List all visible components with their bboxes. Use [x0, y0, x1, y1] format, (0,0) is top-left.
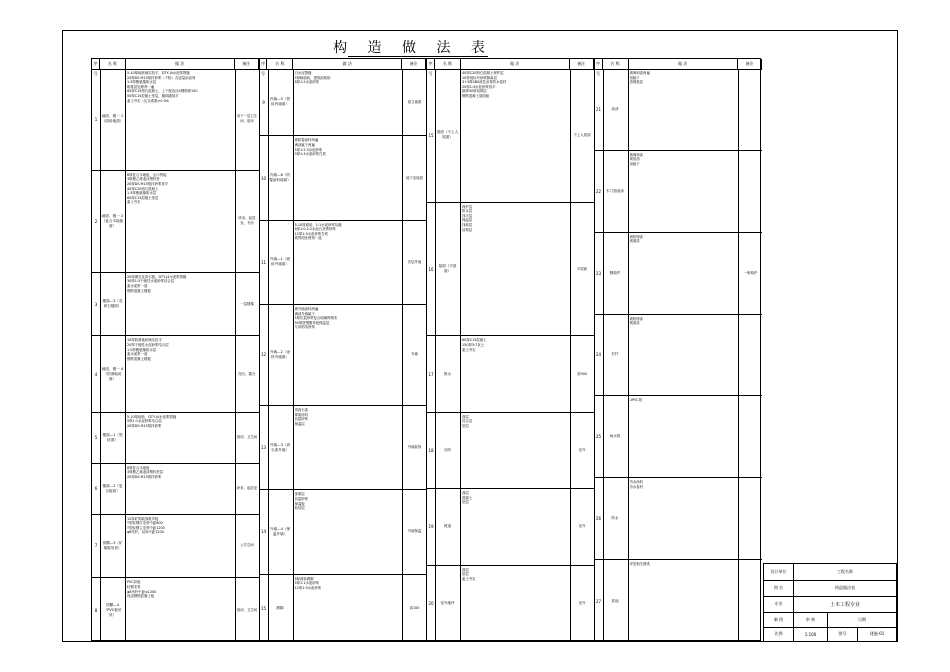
table-column [427, 59, 595, 640]
table-row [92, 413, 259, 464]
header-name: 名 称 [603, 59, 629, 69]
practice-line: 150厚3:7灰土 [462, 342, 485, 347]
table-row [92, 273, 259, 337]
header-no: 序号 [427, 59, 435, 69]
practice-line: 20厚DS M15预拌砂浆找平 [127, 182, 169, 187]
practice-line: 找坡层 [462, 223, 473, 228]
practice-line: φ8吊杆中距≤1200 [127, 589, 157, 594]
practice-line: 3+3厚SBS改性沥青防水卷材 [462, 80, 507, 85]
row-note: 外墙装饰 [402, 406, 426, 489]
construction-table [91, 58, 761, 641]
practice-line: 最薄30厚找坡层 [462, 89, 487, 94]
row-practice [127, 517, 235, 576]
header-no: 序号 [92, 59, 100, 69]
table-column [92, 59, 260, 640]
row-name: 地面、楼一 4（防滑地砖面） [100, 336, 126, 411]
row-name: 散水 [435, 336, 461, 411]
practice-line: 20厚1:3水泥砂浆找平 [462, 84, 496, 89]
practice-line: 20厚DS M15预拌砂浆 [127, 474, 162, 479]
row-note: 高100 [402, 575, 426, 642]
table-row [595, 396, 763, 478]
row-practice [462, 415, 570, 486]
practice-line: 刷面漆 [629, 239, 640, 244]
practice-line: 垫层 [462, 423, 469, 428]
row-note: 阳台、露台 [235, 336, 259, 411]
row-practice [295, 71, 403, 133]
table-row [92, 578, 259, 642]
practice-line: UPVC管 [629, 398, 643, 403]
table-row [260, 490, 427, 574]
header-note: 备注 [235, 59, 259, 69]
practice-line: 3厚聚乙烯泡沫塑料垫 [127, 177, 160, 182]
practice-line: 白水泥擦缝 [294, 71, 312, 75]
practice-line: 刷防锈漆 [629, 316, 644, 321]
row-note: 卧室、起居室 [235, 464, 259, 514]
row-number: 9 [260, 69, 269, 135]
table-row [427, 69, 594, 203]
row-practice [295, 223, 403, 302]
table-row [92, 464, 259, 515]
table-row [260, 406, 427, 490]
tb-label-drawn: 制 图 [764, 612, 794, 627]
table-row [595, 478, 763, 560]
practice-line: 60厚C15混凝土垫层 [127, 195, 159, 200]
row-name: 外墙—3（真石漆外墙） [268, 406, 294, 489]
practice-line: 垫层 [462, 572, 469, 577]
row-number: 17 [427, 336, 436, 411]
practice-line: 喷真石漆 [294, 408, 309, 413]
practice-line: 钢筋混凝土楼板 [127, 356, 151, 361]
practice-line: 5厚抗裂砂浆复合耐碱网格布 [294, 316, 338, 321]
row-name: 顶棚—4（PVC板吊顶） [100, 578, 126, 642]
row-number: 15 [427, 69, 436, 202]
row-practice [630, 398, 739, 475]
row-name: 地面、楼一 2（复合木地板面） [100, 171, 126, 272]
row-practice [127, 71, 235, 168]
table-row [427, 566, 594, 642]
practice-line: 刷外墙涂料两遍 [294, 306, 319, 311]
practice-line: 素土夯实 [462, 347, 476, 352]
drawing-sheet [62, 30, 898, 642]
row-number: 4 [92, 336, 101, 411]
tb-label-company: 设计单位 [764, 564, 794, 580]
row-practice [295, 307, 403, 403]
header-practice: 做 法 [126, 59, 235, 69]
row-name: 地面、楼一 1（面砖地面） [100, 69, 126, 170]
practice-line: 结构层 [462, 227, 473, 232]
practice-line: 抗裂砂浆 [294, 496, 309, 501]
row-name: 外墙—1（面砖外墙面） [268, 221, 294, 304]
practice-line: 轻钢龙骨 [127, 584, 141, 589]
row-number: 6 [92, 464, 101, 514]
page-title: 构 造 做 法 表 [333, 40, 493, 56]
practice-line: 保温层 [294, 421, 305, 426]
table-row [92, 69, 259, 171]
practice-line: 面层 [462, 414, 469, 419]
practice-line: 5-10厚地砖，DTY-J4水泥浆擦缝 [127, 414, 177, 419]
practice-line: 刷基层处理剂一遍 [127, 84, 155, 89]
practice-line: 50厚挤塑聚苯板保温层 [294, 320, 330, 325]
practice-line: 保温板 [294, 501, 305, 506]
row-note: 用于一层卫生间、厨房 [235, 69, 259, 170]
practice-line: 保温层 [462, 218, 473, 223]
row-note: 宽900 [570, 336, 594, 411]
row-note: 外墙保温 [402, 490, 426, 573]
row-note: 不上人屋面 [570, 69, 594, 202]
row-practice [127, 338, 235, 409]
practice-line: 刮腻子 [629, 162, 640, 167]
practice-line: 满刮腻子两遍 [294, 143, 315, 147]
practice-line: 8厚面砖踢脚 [294, 576, 314, 581]
row-name: 油漆 [603, 69, 629, 150]
table-row [92, 171, 259, 273]
row-note: 一般构件 [738, 233, 762, 314]
practice-line: 混凝土 [462, 495, 473, 500]
practice-line: 钢筋混凝土屋面板 [462, 93, 490, 98]
practice-line: 1.5厚聚氨酯防水层 [127, 80, 157, 85]
practice-line: 素土夯实（压实系数>0.94） [127, 98, 172, 103]
practice-line: 防水卷材 [629, 484, 644, 489]
row-practice [462, 71, 570, 200]
practice-line: 20厚DS M15预拌砂浆（干粉）含适量添加剂 [127, 75, 196, 80]
table-row [92, 336, 259, 412]
practice-line: 刷底油 [629, 157, 640, 162]
practice-line: 40厚C20细石混凝土 [127, 186, 159, 191]
row-practice [630, 235, 739, 312]
row-number: 14 [260, 490, 269, 573]
row-practice [630, 153, 739, 230]
row-note: 厨卫墙面 [402, 69, 426, 135]
table-row [260, 575, 427, 642]
header-note: 备注 [738, 59, 762, 69]
practice-line: 素水泥浆一道 [127, 352, 148, 357]
practice-line: 40厚C20细石混凝土保护层 [462, 71, 504, 75]
tb-row-drawing [764, 580, 897, 597]
practice-line: 30厚1:3干硬性水泥砂浆结合层 [127, 279, 175, 284]
row-name: 屋面（平屋面） [435, 203, 461, 336]
row-practice [127, 580, 235, 640]
practice-line: 防水层 [462, 209, 473, 214]
row-number: 3 [92, 273, 101, 336]
practice-line: 1.5厚聚氨酯防水层 [127, 347, 157, 352]
practice-line: 刷界面处理剂一道 [294, 236, 322, 241]
row-practice [630, 71, 739, 148]
row-name: 楼面—2（复合板面） [100, 464, 126, 514]
practice-line: 5厚1:1水泥砂浆 [294, 581, 320, 586]
table-row [595, 69, 763, 151]
practice-line: 专用粘结砂浆 [294, 325, 315, 330]
row-name: 踢脚 [268, 575, 294, 642]
tb-label-date: 日期 [828, 612, 897, 627]
row-note: 平屋面 [570, 203, 594, 336]
row-note: 首层外墙 [402, 221, 426, 304]
practice-line: φ8吊杆，双向中距1200 [127, 530, 164, 535]
row-note [738, 560, 762, 642]
practice-line: 保护层 [462, 204, 473, 209]
row-name: 雨水管 [603, 396, 629, 477]
title-underline [348, 56, 488, 57]
row-number: 10 [260, 136, 269, 219]
practice-line: 5厚1:2.5水泥砂浆 [294, 147, 323, 152]
table-column [260, 59, 428, 640]
row-number: 22 [595, 151, 604, 232]
tb-row-scale [764, 627, 897, 641]
practice-line: 素土夯实 [127, 200, 141, 205]
row-name: 内墙—6（防霉涂料墙面） [268, 136, 294, 219]
practice-line: 现浇钢筋混凝土板 [127, 594, 155, 599]
row-number: 15 [260, 575, 269, 642]
row-name: 屋面（不上人屋面） [435, 69, 461, 202]
tb-label-drawing: 图 名 [764, 580, 794, 596]
practice-line: 6厚1:0.2:2水泥石灰膏砂浆 [294, 227, 336, 232]
table-row [260, 69, 427, 136]
practice-line: 12厚1:3水泥砂浆打底 [294, 231, 329, 236]
practice-line: T型轻钢次龙骨中距600 [127, 521, 163, 526]
row-practice [127, 466, 235, 512]
practice-line: 8厚复合木地板 [127, 465, 150, 470]
row-practice [630, 317, 739, 394]
row-number: 2 [92, 171, 101, 272]
table-row [595, 151, 763, 233]
row-number: 27 [595, 560, 604, 642]
row-number: 21 [595, 69, 604, 150]
practice-line: 60厚C15混凝土 [462, 338, 487, 343]
practice-line: 罩面涂料 [294, 412, 309, 417]
row-note: 室外 [570, 413, 594, 488]
title-block [763, 563, 897, 641]
row-name: 其他 [603, 560, 629, 642]
practice-line: 素土夯实 [462, 576, 476, 581]
table-row [260, 305, 427, 406]
row-note: 卧室、起居室、书房 [235, 171, 259, 272]
tb-value-major: 土木工程专业 [794, 596, 897, 612]
practice-line: 饰面层 [294, 492, 305, 497]
row-note [738, 151, 762, 232]
tb-label-sheet: 图号 [828, 627, 858, 641]
header-no: 序号 [595, 59, 603, 69]
practice-line: 20厚磨光花岗石板，DTY-J4水泥浆擦缝 [127, 274, 187, 279]
practice-line: 8-10厚面砖，1:1水泥砂浆勾缝 [294, 222, 342, 227]
table-row [427, 413, 594, 489]
tb-row-project [764, 564, 897, 581]
practice-line: T型轻钢主龙骨中距1200 [127, 525, 165, 530]
row-number: 8 [92, 578, 101, 642]
practice-line: 刮腻子 [629, 75, 640, 80]
row-number: 19 [427, 489, 436, 564]
row-practice [127, 415, 235, 461]
header-name: 名 称 [100, 59, 126, 69]
practice-line: 20厚DS M15预拌砂浆 [127, 423, 162, 428]
row-number: 13 [260, 406, 269, 489]
row-name: 钢构件 [603, 233, 629, 314]
practice-line: 10厚低标号砂浆隔离层 [462, 75, 497, 80]
table-row [92, 515, 259, 579]
header-no: 序号 [260, 59, 268, 69]
row-note: 外墙 [402, 305, 426, 405]
practice-line: 满刮外墙腻子 [294, 311, 315, 316]
table-row [595, 233, 763, 315]
row-practice [295, 577, 403, 640]
header-name: 名 称 [435, 59, 461, 69]
row-practice [127, 173, 235, 270]
row-note [738, 315, 762, 396]
tb-row-drawn [764, 612, 897, 628]
row-number: 1 [92, 69, 101, 170]
table-row [427, 203, 594, 337]
row-number: 5 [92, 413, 101, 463]
row-name: 坡道 [435, 489, 461, 564]
practice-line: PVC扣板 [127, 580, 141, 585]
row-number: 7 [92, 515, 101, 578]
row-number: 11 [260, 221, 269, 304]
row-practice [127, 275, 235, 334]
tb-value-project: 工程名称 [794, 564, 897, 580]
row-note [738, 478, 762, 559]
header-practice: 做 法 [461, 59, 570, 69]
practice-line: 12厚矿棉装饰吸声板 [127, 516, 159, 521]
row-practice [462, 338, 570, 409]
practice-line: 粘结层 [294, 506, 305, 511]
practice-line: 刷防锈漆 [629, 234, 644, 239]
tb-value-sheet: 建施-01 [858, 627, 897, 641]
practice-line: 找平层 [462, 213, 473, 218]
header-name: 名 称 [267, 59, 293, 69]
practice-line: 防水涂料 [629, 480, 644, 485]
practice-line: 刷防霉涂料两遍 [294, 138, 319, 143]
practice-line: 1.5厚聚氨酯防水层 [127, 191, 157, 196]
practice-line: 5-10厚地砖铺实拍平，DTY-J4水泥浆擦缝 [127, 71, 190, 75]
header-note: 备注 [402, 59, 426, 69]
row-name: 顶棚—3（矿棉板吊顶） [100, 515, 126, 578]
row-note: 公共空间 [235, 515, 259, 578]
row-name: 外墙—4（保温外墙） [268, 490, 294, 573]
practice-line: 钢筋混凝土楼板 [127, 288, 151, 293]
practice-line: 60厚C15细石混凝土，上下配直径4钢筋@150 [127, 89, 198, 94]
row-note: 厨房、卫生间 [235, 578, 259, 642]
row-note: 厨房、卫生间 [235, 413, 259, 463]
practice-line: 9厚1:3水泥砂浆打底 [294, 152, 326, 157]
row-number: 23 [595, 233, 604, 314]
practice-line: 素水泥浆一道 [127, 283, 148, 288]
row-practice [462, 491, 570, 562]
row-practice [462, 568, 570, 640]
header-practice: 做 法 [293, 59, 402, 69]
row-number: 16 [427, 203, 436, 336]
row-practice [295, 138, 403, 217]
row-name: 楼面—3（花岗石楼面） [100, 273, 126, 336]
practice-line: 8厚复合木地板，企口拼接 [127, 172, 167, 177]
table-row [260, 136, 427, 220]
practice-line: 清理基层 [629, 80, 644, 85]
row-note: 室外 [570, 489, 594, 564]
tb-label-major: 专业 [764, 596, 794, 612]
table-column [595, 59, 763, 640]
table-row [595, 315, 763, 397]
row-name: 内墙—5（瓷砖内墙面） [268, 69, 294, 135]
table-row [595, 560, 763, 642]
row-number: 12 [260, 305, 269, 405]
row-note: 一层楼梯 [235, 273, 259, 336]
row-name: 木门窗油漆 [603, 151, 629, 232]
row-practice [295, 408, 403, 487]
row-name: 防水 [603, 478, 629, 559]
practice-line: 12厚1:3水泥砂浆 [294, 585, 322, 590]
row-number: 26 [595, 478, 604, 559]
header-note: 备注 [570, 59, 594, 69]
practice-line: 刷调和漆两遍 [629, 71, 650, 75]
row-practice [630, 480, 739, 557]
practice-line: 3厚聚乙烯泡沫塑料垫层 [127, 470, 164, 475]
practice-line: 抗裂砂浆 [294, 417, 309, 422]
practice-line: 面层 [462, 567, 469, 572]
practice-line: 详见相关图纸 [629, 562, 650, 567]
row-name: 室外地坪 [435, 566, 461, 642]
practice-line: 结合层 [462, 419, 473, 424]
row-number: 25 [595, 396, 604, 477]
header-practice: 做 法 [629, 59, 739, 69]
practice-line: 5厚1:1水泥砂浆结合层 [127, 419, 162, 424]
table-row [427, 336, 594, 412]
row-number: 24 [595, 315, 604, 396]
row-note: 地下室墙面 [402, 136, 426, 219]
practice-line: 10厚防滑地砖铺实拍平 [127, 338, 162, 343]
row-number: 18 [427, 413, 436, 488]
practice-line: 面层 [462, 491, 469, 496]
row-name: 楼面—1（瓷砖面） [100, 413, 126, 463]
row-name: 外墙—2（涂料外墙面） [268, 305, 294, 405]
row-practice [630, 562, 739, 640]
practice-line: 50厚C15混凝土垫层，随捣随抹平 [127, 93, 179, 98]
tb-row-major [764, 596, 897, 613]
row-name: 栏杆 [603, 315, 629, 396]
tb-value-drawing: 构造做法表 [794, 580, 897, 596]
practice-line: 刷调和漆 [629, 152, 644, 157]
tb-label-checked: 审 核 [794, 612, 828, 627]
tb-value-scale: 1:100 [794, 627, 828, 641]
practice-line: 8厚1:2水泥砂浆 [294, 80, 320, 85]
practice-line: 垫层 [462, 500, 469, 505]
practice-line: 5厚釉面砖，建筑胶粘贴 [294, 75, 331, 80]
row-note [738, 396, 762, 477]
tb-label-scale: 比例 [764, 627, 794, 641]
row-name: 台阶 [435, 413, 461, 488]
row-practice [295, 492, 403, 571]
row-note [738, 69, 762, 150]
row-number: 20 [427, 566, 436, 642]
practice-line: 刷面漆 [629, 321, 640, 326]
practice-line: 20厚干硬性水泥砂浆结合层 [127, 342, 169, 347]
row-practice [462, 205, 570, 334]
table-row [427, 489, 594, 565]
row-note: 室外 [570, 566, 594, 642]
table-row [260, 221, 427, 305]
